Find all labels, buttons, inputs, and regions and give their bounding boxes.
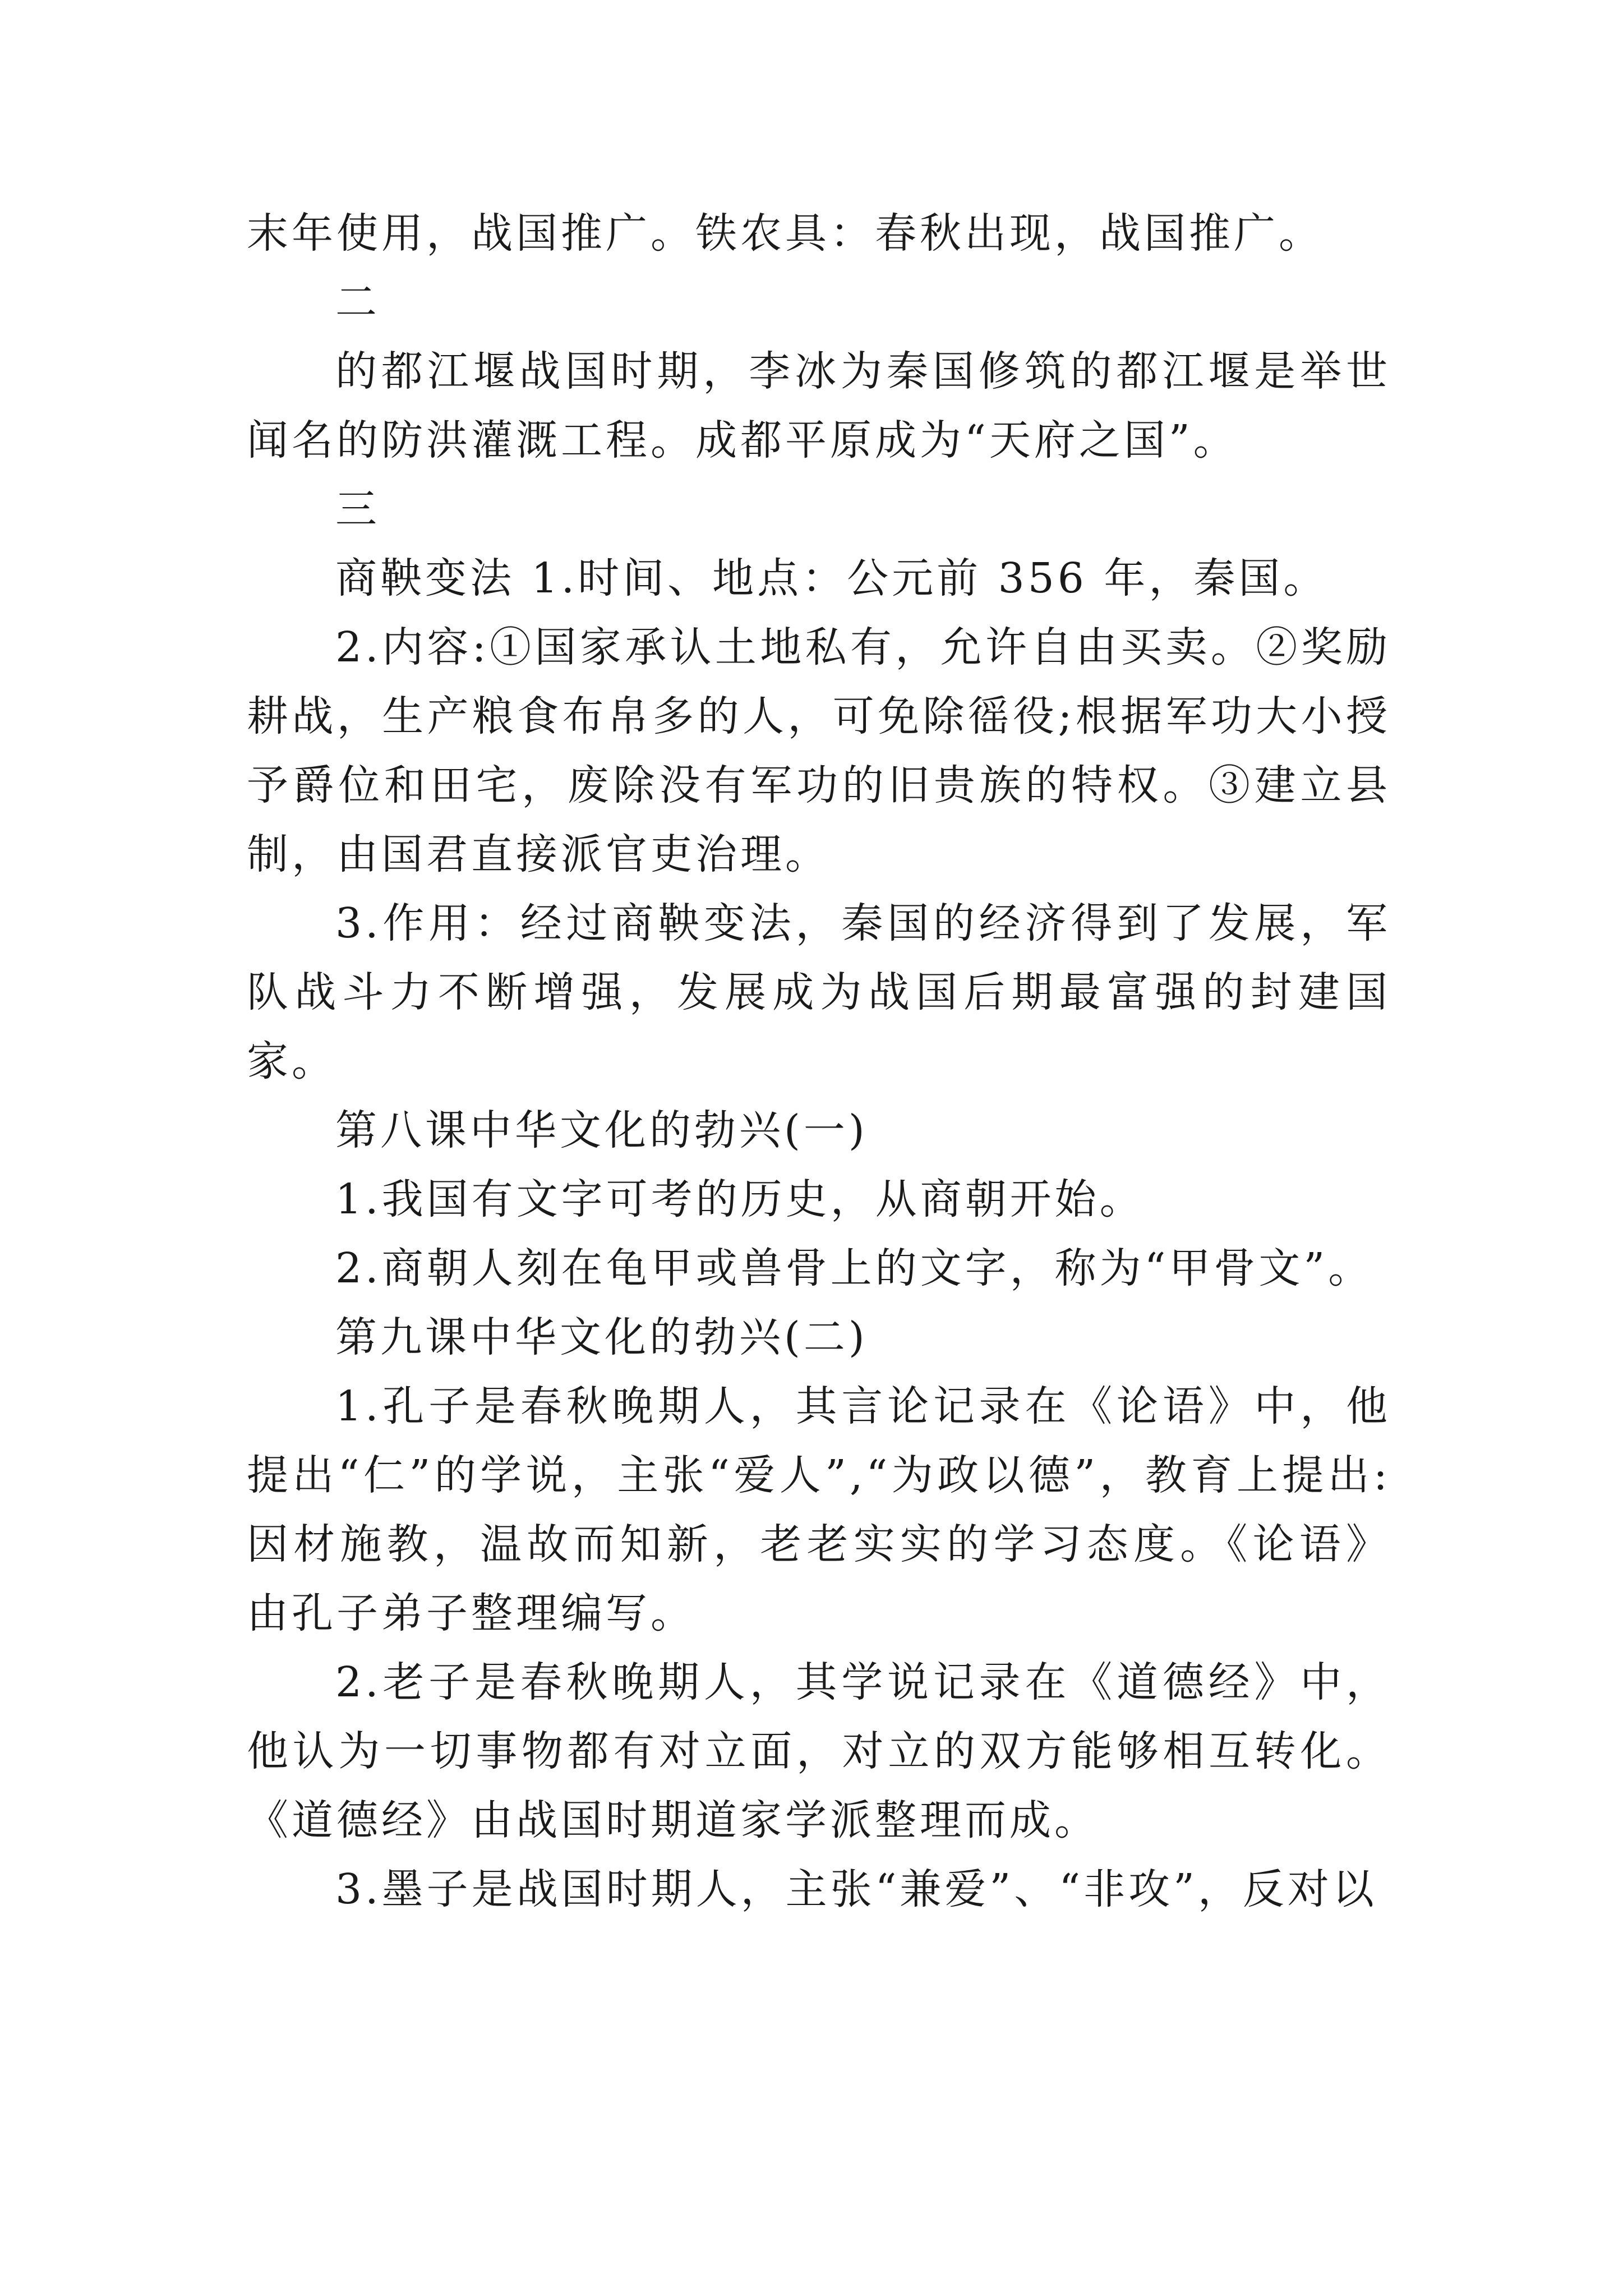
paragraph-9: 1.我国有文字可考的历史，从商朝开始。 [335,1175,1145,1223]
document-body [247,199,1391,1924]
paragraph-11: 第九课中华文化的勃兴(二) [335,1313,868,1361]
paragraph-6: 2.内容:①国家承认土地私有，允许自由买卖。②奖励耕战，生产粮食布帛多的人，可免除徭役;根据军功大小授予爵位和田宅，废除没有军功的旧贵族的特权。③建立县制，由国君直接派官吏治理。 [247,623,1391,878]
paragraph-4: 三 [335,485,380,533]
paragraph-5: 商鞅变法 1.时间、地点：公元前 356 年，秦国。 [335,554,1329,602]
paragraph-1: 末年使用，战国推广。铁农具：春秋出现，战国推广。 [247,209,1324,257]
paragraph-14: 3.墨子是战国时期人，主张“兼爱”、“非攻”，反对以 [335,1865,1377,1913]
paragraph-2: 二 [335,278,380,326]
paragraph-12: 1.孔子是春秋晚期人，其言论记录在《论语》中，他提出“仁”的学说，主张“爱人”,“为政以德”，教育上提出:因材施教，温故而知新，老老实实的学习态度。《论语》由孔子弟子整理编写。 [247,1382,1391,1637]
paragraph-13: 2.老子是春秋晚期人，其学说记录在《道德经》中，他认为一切事物都有对立面，对立的双方能够相互转化。《道德经》由战国时期道家学派整理而成。 [247,1658,1391,1844]
paragraph-10: 2.商朝人刻在龟甲或兽骨上的文字，称为“甲骨文”。 [335,1244,1373,1292]
paragraph-7: 3.作用：经过商鞅变法，秦国的经济得到了发展，军队战斗力不断增强，发展成为战国后期最富强的封建国家。 [247,899,1391,1085]
paragraph-8: 第八课中华文化的勃兴(一) [335,1106,868,1154]
paragraph-3: 的都江堰战国时期，李冰为秦国修筑的都江堰是举世闻名的防洪灌溉工程。成都平原成为“天府之国”。 [247,347,1391,464]
